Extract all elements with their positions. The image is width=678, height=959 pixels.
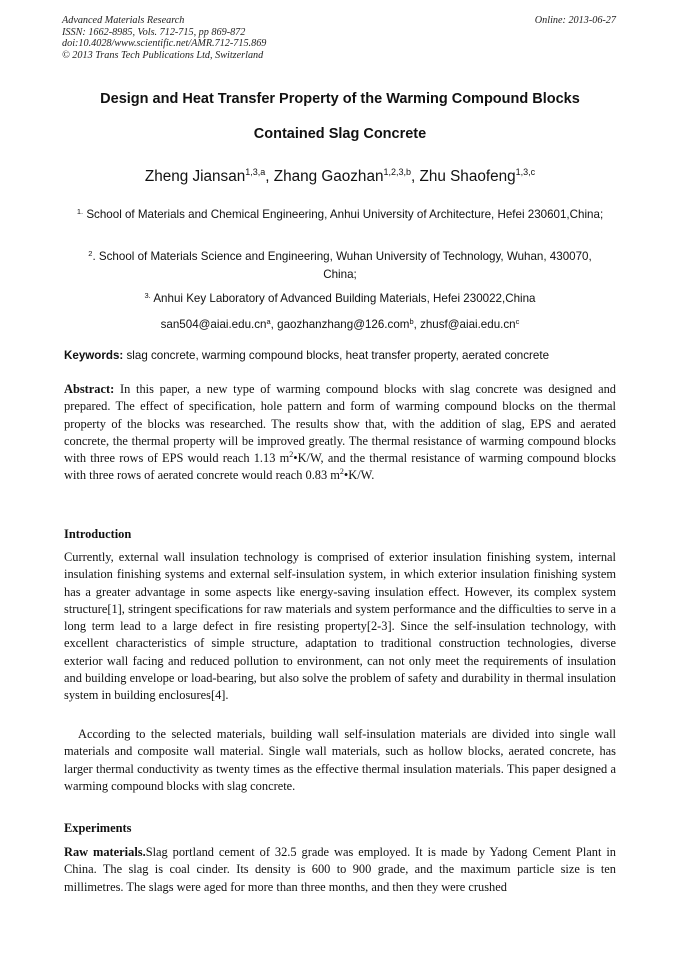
affiliation-number: 1. [76,207,84,216]
author-emails [70,313,610,334]
journal-doi: doi:10.4028/www.scientific.net/AMR.712-715.869 [62,38,267,50]
author-separator: , [265,168,274,185]
author-name: Zhu Shaofeng [419,168,516,185]
affiliation-text: Anhui Key Laboratory of Advanced Building Materials, Hefei 230022,China [150,292,536,305]
affiliation-1 [70,203,610,224]
email-mark: c [515,317,520,326]
section-heading-experiments: Experiments [64,821,132,835]
paragraph-text: Slag portland cement of 32.5 grade was employed. It is made by Yadong Cement Plant in China. The slag is coal cinder. Its density is 600 to 900 grade, and the maximum particle size is ten millimetres. The slags were aged for more than three months, and then they were crushed [64,845,616,894]
email-mark: a [266,317,271,326]
affiliation-text: . School of Materials Science and Engineering, Wuhan University of Technology, Wuhan, 430070, China; [92,250,592,281]
paragraph: Currently, external wall insulation technology is comprised of exterior insulation finishing system, internal insulation finishing systems and external self-insulation system, in which exterior insulation finishing system has a greater advantage in some aspects like energy-saving insulation effect. However, its complex system structure[1], stringent specifications for raw materials and system performance and the difficulties to serve in a long term lead to a large defect in fire resisting property[2-3]. Since the self-insulation technology, with excellent characteristics of simple structure, adaptation to traditional construction technologies, diverse exterior wall facing and reduced pollution to environment, can not only meet the requirements of insulation and building envelope or load-bearing, but also solve the problem of safety and durability in thermal insulation system in building enclosures[4]. [64,550,616,703]
paper-title-line-2: Contained Slag Concrete [253,126,427,142]
affiliation-number: 3. [144,291,151,300]
email-separator: , [270,318,278,331]
journal-issn: ISSN: 1662-8985, Vols. 712-715, pp 869-872 [62,26,246,38]
keywords-label: Keywords: [64,349,124,362]
superscript: 2 [339,467,344,477]
abstract-text: In this paper, a new type of warming compound blocks with slag concrete was designed and prepared. The effect of specification, hole pattern and form of warming compound blocks on the thermal property of the blocks was researched. The results show that, with the addition of slag, EPS and aerated concrete, the thermal property will be improved greatly. The thermal resistance of warming compound blocks with three rows of EPS would reach 1.13 m [64,382,616,466]
journal-name: Advanced Materials Research [62,15,185,26]
author-affiliation-marks: 1,2,3,b [383,167,411,177]
affiliation-text: School of Materials and Chemical Engineering, Anhui University of Architecture, Hefei 230601,China; [83,208,604,221]
affiliation-2 [70,245,610,283]
abstract-text: •K/W, and the thermal resistance of warming compound blocks with three rows of aerated concrete would reach 0.83 m [64,451,616,483]
email-address: san504@aiai.edu.cn [160,318,267,331]
online-date: Online: 2013-06-27 [534,15,616,26]
author-list [40,167,640,186]
email-address: gaozhanzhang@126.com [277,318,410,331]
affiliation-number: 2 [88,249,93,258]
author-separator: , [411,168,420,185]
email-address: zhusf@aiai.edu.cn [420,318,516,331]
paragraph: According to the selected materials, building wall self-insulation materials are divided into single wall materials and composite wall material. Single wall materials, such as hollow blocks, aerated concrete, has larger thermal conductivity as twenty times as the effective thermal insulation materials. This paper designed a warming compound blocks with slag concrete. [64,727,616,793]
abstract [64,381,616,485]
paper-title [40,90,640,143]
superscript: 2 [289,450,294,460]
email-separator: , [413,318,421,331]
author-name: Zheng Jiansan [144,168,246,185]
author-affiliation-marks: 1,3,c [515,167,536,177]
email-mark: b [409,317,414,326]
paper-title-line-1: Design and Heat Transfer Property of the Warming Compound Blocks [100,91,580,107]
paragraph [64,844,616,896]
paragraph-run-in-heading: Raw materials. [64,845,146,859]
author-affiliation-marks: 1,3,a [245,167,266,177]
keywords-text: slag concrete, warming compound blocks, heat transfer property, aerated concrete [123,349,550,362]
abstract-text: •K/W. [343,468,375,483]
author-name: Zhang Gaozhan [273,168,384,185]
abstract-label: Abstract: [64,382,115,396]
affiliation-3 [70,287,610,308]
section-heading-introduction: Introduction [64,527,132,541]
journal-copyright: © 2013 Trans Tech Publications Ltd, Switzerland [62,49,264,61]
keywords [64,349,616,362]
journal-header [62,15,616,61]
